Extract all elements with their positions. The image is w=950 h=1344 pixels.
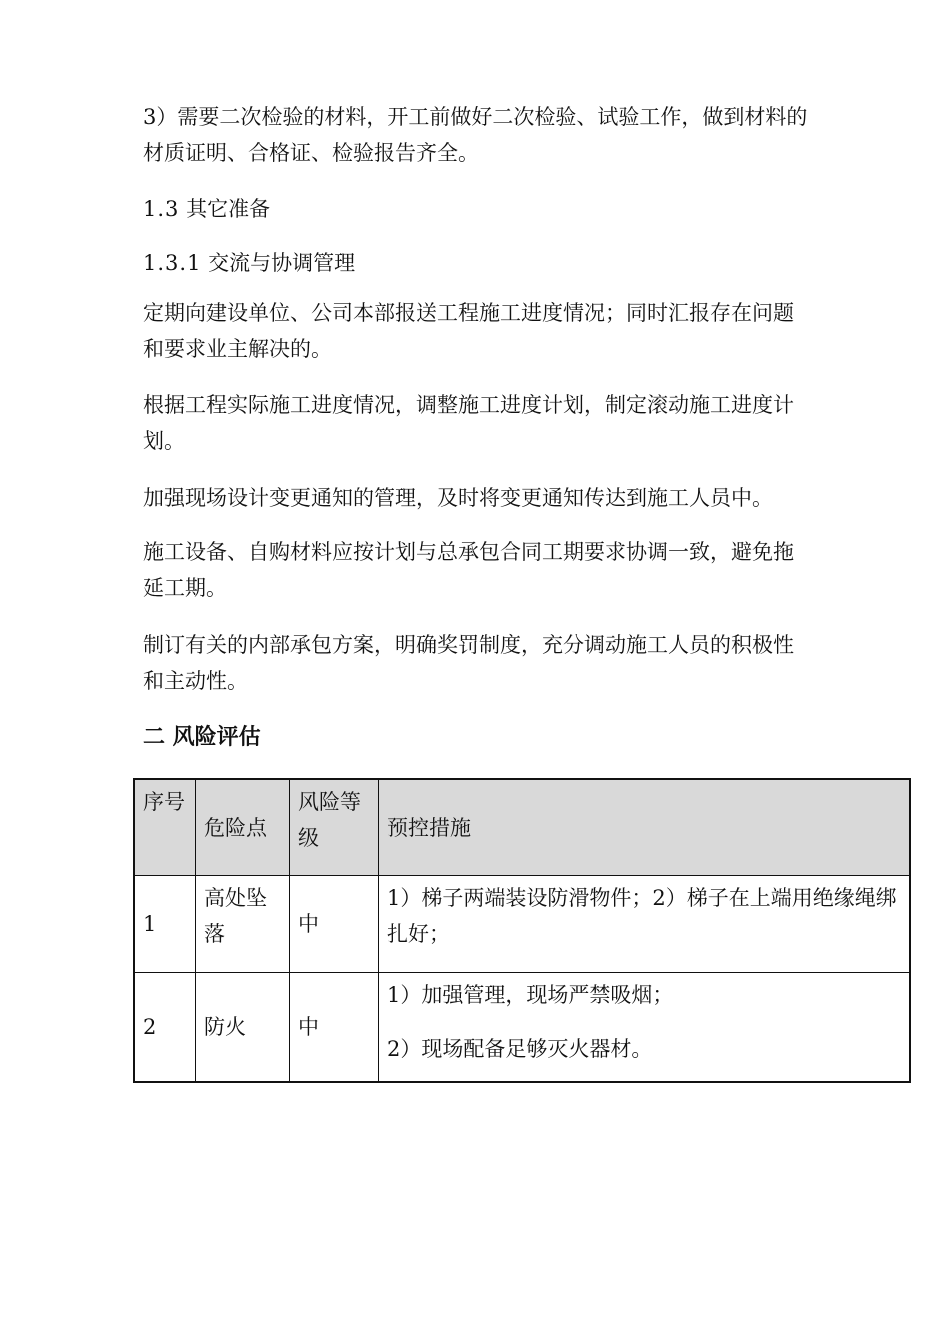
heading-text: 其它准备 (186, 197, 271, 221)
cell-hazard: 防火 (196, 973, 290, 1083)
table-row (134, 876, 910, 973)
measure-number: 2 (652, 886, 666, 910)
heading-number: 1.3 (143, 197, 180, 221)
measure-number: 1 (387, 983, 401, 1007)
heading-number: 1.3.1 (143, 251, 202, 275)
cell-measures (379, 973, 911, 1083)
list-number: 3 (143, 105, 157, 129)
cell-num: 2 (134, 973, 196, 1083)
paragraph-design-change: 加强现场设计变更通知的管理，及时将变更通知传达到施工人员中。 (143, 486, 773, 510)
cell-hazard: 高处坠落 (196, 876, 290, 973)
paragraph-text: ）需要二次检验的材料，开工前做好二次检验、试验工作，做到材料的材质证明、合格证、检验报告齐全。 (143, 105, 808, 165)
measure-number: 2 (387, 1037, 401, 1061)
paragraph-progress-report: 定期向建设单位、公司本部报送工程施工进度情况；同时汇报存在问题和要求业主解决的。 (143, 301, 794, 361)
heading-1-3-1 (143, 245, 355, 281)
measure-text: ）梯子两端装设防滑物件； (400, 886, 653, 910)
cell-level: 中 (290, 876, 379, 973)
risk-table (133, 778, 911, 1083)
measure-line (387, 1031, 901, 1067)
header-hazard: 危险点 (196, 779, 290, 876)
measure-text: ）梯子在上端用绝缘绳绑扎好； (387, 886, 897, 946)
header-num: 序号 (134, 779, 196, 876)
paragraph-contract-plan: 制订有关的内部承包方案，明确奖罚制度，充分调动施工人员的积极性和主动性。 (143, 633, 794, 693)
measure-text: ）现场配备足够灭火器材。 (400, 1037, 653, 1061)
cell-level: 中 (290, 973, 379, 1083)
measure-text: ）加强管理，现场严禁吸烟； (400, 983, 674, 1007)
cell-num: 1 (134, 876, 196, 973)
cell-measures (379, 876, 911, 973)
section-title-risk-assessment: 二 风险评估 (143, 725, 261, 750)
table-row (134, 973, 910, 1083)
heading-text: 交流与协调管理 (208, 251, 356, 275)
paragraph-material-inspection (143, 99, 813, 171)
paragraph-schedule-adjust: 根据工程实际施工进度情况，调整施工进度计划，制定滚动施工进度计划。 (143, 393, 794, 453)
header-measures: 预控措施 (379, 779, 911, 876)
measure-line (387, 977, 901, 1013)
paragraph-equipment: 施工设备、自购材料应按计划与总承包合同工期要求协调一致，避免拖延工期。 (143, 540, 794, 600)
table-header-row (134, 779, 910, 876)
heading-1-3 (143, 191, 270, 227)
measure-number: 1 (387, 886, 401, 910)
header-level: 风险等级 (290, 779, 379, 876)
